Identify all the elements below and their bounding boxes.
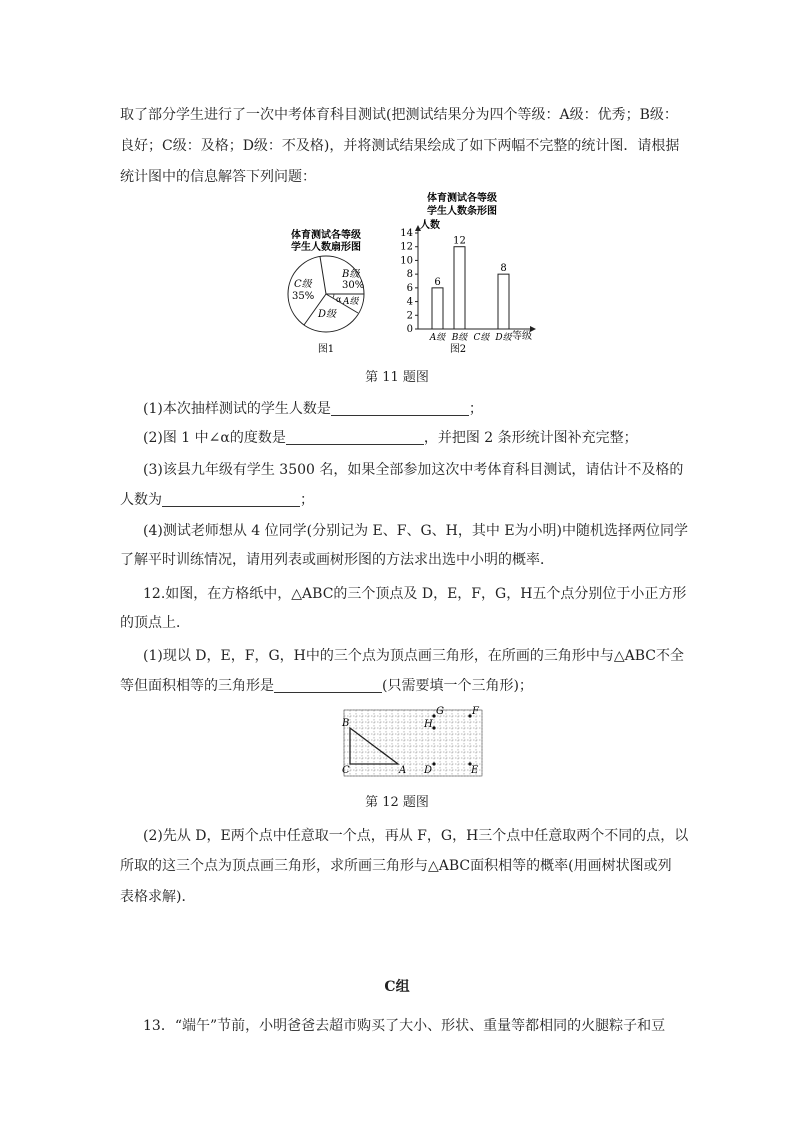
label-c: C: [342, 765, 350, 776]
bar: [498, 274, 509, 329]
y-tick-label: 12: [400, 241, 413, 253]
bar: [432, 288, 443, 329]
label-f: F: [472, 706, 479, 717]
bar-title-1: 体育测试各等级: [427, 193, 497, 204]
x-tick-label: C级: [473, 333, 490, 343]
pie-label-a: A级: [343, 297, 359, 307]
q11-part1-end: ；: [468, 401, 483, 417]
label-h: H: [424, 719, 433, 730]
data-label: 8: [500, 263, 507, 275]
point-h: [432, 726, 435, 729]
q11-part2-text: (2)图 1 中∠α的度数是: [143, 430, 286, 446]
q11-part4a: (4)测试老师想从 4 位同学(分别记为 E、F、G、H，其中 E为小明)中随机选择两位同学: [143, 523, 689, 539]
bar-ylabel: 人数: [420, 220, 440, 231]
label-a: A: [399, 765, 407, 776]
q12-part1b-text: 等但面积相等的三角形是: [120, 678, 274, 694]
data-label: 6: [434, 276, 441, 288]
q11-part3b: [120, 489, 314, 509]
y-tick-label: 10: [400, 255, 413, 267]
intro-line-3: 统计图中的信息解答下列问题：: [120, 169, 316, 185]
y-tick-label: 14: [400, 228, 413, 239]
pie-title-2: 学生人数扇形图: [291, 242, 361, 253]
q13-line-1: 13．“端午”节前，小明爸爸去超市购买了大小、形状、重量等都相同的火腿粽子和豆: [143, 1018, 666, 1034]
q12-part1-end: (只需要填一个三角形)；: [382, 678, 533, 694]
q11-part4b: 了解平时训练情况，请用列表或画树形图的方法求出选中小明的概率．: [120, 552, 554, 568]
q12-part1a: (1)现以 D，E，F，G，H中的三个点为顶点画三角形，在所画的三角形中与△ABC不全: [143, 648, 684, 664]
fig2-label: 图2: [449, 344, 467, 355]
bar-bars: [429, 236, 513, 343]
pie-label-b-pct: 30%: [342, 280, 365, 291]
label-e: E: [471, 765, 479, 776]
y-tick-label: 8: [406, 269, 413, 281]
figure-11: [270, 186, 550, 361]
answer-blank-3[interactable]: [162, 492, 300, 507]
answer-blank-1[interactable]: [331, 401, 469, 416]
fig12-caption: 第 12 题图: [365, 795, 429, 810]
q12-part1b: [120, 675, 533, 695]
pie-label-c-pct: 35%: [292, 291, 315, 302]
fig11-caption: 第 11 题图: [365, 370, 429, 385]
pie-label-d: D级: [318, 309, 337, 320]
q12-part2c: 表格求解)．: [120, 889, 196, 905]
label-b: B: [342, 718, 350, 729]
grid-lines: [344, 710, 482, 776]
x-tick-label: A级: [429, 333, 446, 343]
pie-label-b: B级: [342, 269, 360, 280]
q12-line-1: 12.如图，在方格纸中，△ABC的三个顶点及 D，E，F，G，H五个点分别位于小正方形: [143, 586, 687, 602]
q11-part1: [143, 398, 483, 418]
pie-label-c: C级: [294, 279, 312, 290]
answer-blank-4[interactable]: [274, 678, 382, 693]
y-tick-label: 0: [406, 324, 413, 335]
label-d: D: [424, 765, 433, 776]
bar-title-2: 学生人数条形图: [427, 206, 497, 217]
q11-part2-end: ，并把图 2 条形统计图补充完整；: [423, 430, 638, 446]
point-d: [432, 762, 435, 765]
bar: [454, 247, 465, 329]
y-tick-label: 2: [406, 310, 413, 322]
pie-title-1: 体育测试各等级: [291, 230, 361, 241]
q11-part1-text: (1)本次抽样测试的学生人数是: [143, 401, 331, 417]
label-g: G: [436, 706, 444, 717]
group-c-title: C组: [384, 979, 410, 995]
q12-line-2: 的顶点上．: [120, 615, 190, 631]
grid-border: [344, 710, 482, 776]
q11-part3-end: ；: [300, 492, 314, 508]
fig1-label: 图1: [317, 344, 335, 355]
intro-line-1: 取了部分学生进行了一次中考体育科目测试(把测试结果分为四个等级：A级：优秀；B级：: [120, 107, 678, 123]
q12-part2b: 所取的这三个点为顶点画三角形，求所画三角形与△ABC面积相等的概率(用画树状图或列: [120, 858, 672, 874]
y-tick-label: 4: [406, 296, 413, 308]
pie-label-alpha: α: [336, 295, 342, 304]
x-tick-label: D级: [495, 333, 512, 343]
answer-blank-2[interactable]: [286, 430, 424, 445]
q11-part3b-text: 人数为: [120, 492, 162, 508]
bar-xlabel: 等级: [512, 331, 532, 342]
q11-part3a: (3)该县九年级有学生 3500 名，如果全部参加这次中考体育科目测试，请估计不及格的: [143, 462, 684, 478]
figure-12-grid: [338, 703, 488, 779]
q12-part2a: (2)先从 D，E两个点中任意取一个点，再从 F，G，H三个点中任意取两个不同的点，以: [143, 828, 689, 844]
bar-ticks: [400, 228, 418, 335]
y-tick-label: 6: [406, 282, 413, 294]
data-label: 12: [453, 235, 466, 247]
q11-part2: [143, 427, 638, 447]
x-tick-label: B级: [451, 333, 468, 343]
intro-line-2: 良好；C级：及格；D级：不及格)，并将测试结果绘成了如下两幅不完整的统计图．请根据: [120, 138, 680, 154]
